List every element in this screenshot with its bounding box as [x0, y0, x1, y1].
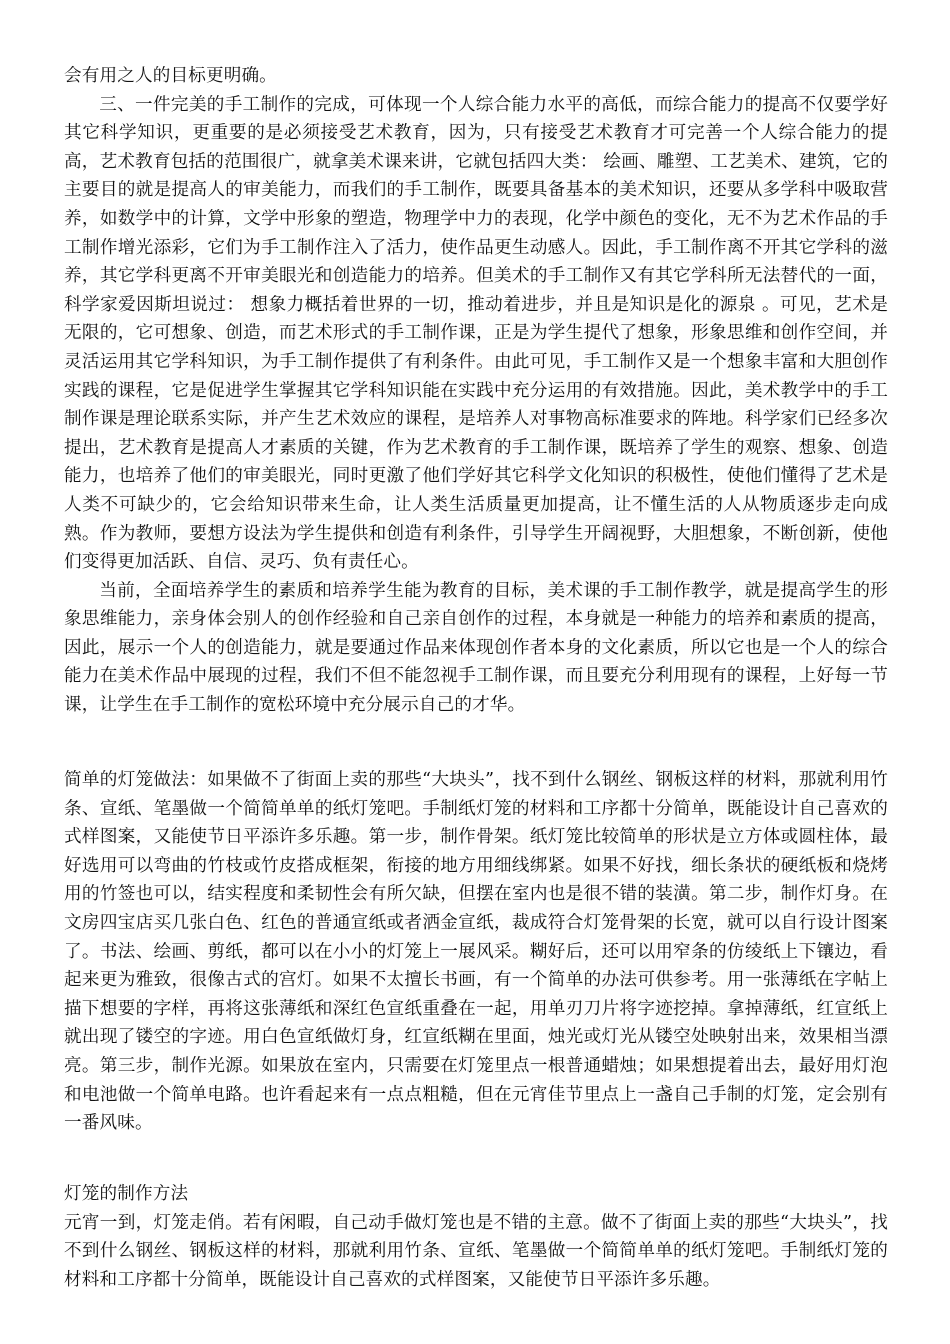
section-lantern-method [64, 1180, 888, 1294]
section-simple-lantern [64, 766, 888, 1138]
lead-line: 会有用之人的目标更明确。 [64, 66, 277, 86]
section-title: 灯笼的制作方法 [64, 1184, 189, 1204]
simple-lantern-paragraph: 简单的灯笼做法：如果做不了街面上卖的那些“大块头”，找不到什么钢丝、钢板这样的材料，那就利用竹条、宣纸、笔墨做一个简简单单的纸灯笼吧。手制纸灯笼的材料和工序都十分简单，既能设计自己喜欢的式样图案，又能使节日平添许多乐趣。第一步，制作骨架。纸灯笼比较简单的形状是立方体或圆柱体，最好选用可以弯曲的竹枝或竹皮搭成框架，衔接的地方用细线绑紧。如果不好找，细长条状的硬纸板和烧烤用的竹签也可以，结实程度和柔韧性会有所欠缺，但摆在室内也是很不错的装潢。第二步，制作灯身。在文房四宝店买几张白色、红色的普通宣纸或者洒金宣纸，裁成符合灯笼骨架的长宽，就可以自行设计图案了。书法、绘画、剪纸，都可以在小小的灯笼上一展风采。糊好后，还可以用窄条的仿绫纸上下镶边，看起来更为雅致，很像古式的宫灯。如果不太擅长书画，有一个简单的办法可供参考。用一张薄纸在字帖上描下想要的字样，再将这张薄纸和深红色宣纸重叠在一起，用单刃刀片将字迹挖掉。拿掉薄纸，红宣纸上就出现了镂空的字迹。用白色宣纸做灯身，红宣纸糊在里面，烛光或灯光从镂空处映射出来，效果相当漂亮。第三步，制作光源。如果放在室内，只需要在灯笼里点一根普通蜡烛；如果想提着出去，最好用灯泡和电池做一个简单电路。也许看起来有一点点粗糙，但在元宵佳节里点上一盏自己手制的灯笼，定会别有一番风味。 [64, 770, 888, 1134]
paragraph-current: 当前，全面培养学生的素质和培养学生能为教育的目标，美术课的手工制作教学，就是提高学生的形象思维能力，亲身体会别人的创作经验和自己亲自创作的过程，本身就是一种能力的培养和素质的提高，因此，展示一个人的创造能力，就是要通过作品来体现创作者本身的文化素质，所以它也是一个人的综合能力在美术作品中展现的过程，我们不但不能忽视手工制作课，而且要充分利用现有的课程，上好每一节课，让学生在手工制作的宽松环境中充分展示自己的才华。 [64, 580, 888, 716]
paragraph-three: 三、一件完美的手工制作的完成，可体现一个人综合能力水平的高低，而综合能力的提高不仅要学好其它科学知识，更重要的是必须接受艺术教育，因为，只有接受艺术教育才可完善一个人综合能力的提高，艺术教育包括的范围很广，就拿美术课来讲，它就包括四大类： 绘画、雕塑、工艺美术、建筑，它的主要目的就是提高人的审美能力，而我们的手工制作，既要具备基本的美术知识，还要从多学科中吸取营养，如数学中的计算，文学中形象的塑造，物理学中力的表现，化学中颜色的变化，无不为艺术作品的手工制作增光添彩，它们为手工制作注入了活力，使作品更生动感人。因此，手工制作离不开其它学科的滋养，其它学科更离不开审美眼光和创造能力的培养。但美术的手工制作又有其它学科所无法替代的一面，科学家爱因斯坦说过： 想象力概括着世界的一切，推动着进步，并且是知识是化的源泉 。可见，艺术是无限的，它可想象、创造，而艺术形式的手工制作课，正是为学生提代了想象，形象思维和创作空间，并灵活运用其它学科知识，为手工制作提供了有利条件。由此可见，手工制作又是一个想象丰富和大胆创作实践的课程，它是促进学生掌握其它学科知识能在实践中充分运用的有效措施。因此，美术教学中的手工制作课是理论联系实际，并产生艺术效应的课程，是培养人对事物高标准要求的阵地。科学家们已经多次提出，艺术教育是提高人才素质的关键，作为艺术教育的手工制作课，既培养了学生的观察、想象、创造能力，也培养了他们的审美眼光，同时更激了他们学好其它科学文化知识的积极性，使他们懂得了艺术是人类不可缺少的，它会给知识带来生命，让人类生活质量更加提高，让不懂生活的人从物质逐步走向成熟。作为教师，要想方设法为学生提供和创造有利条件，引导学生开阔视野，大胆想象，不断创新，使他们变得更加活跃、自信、灵巧、负有责任心。 [64, 94, 888, 573]
lantern-method-paragraph: 元宵一到，灯笼走俏。若有闲暇，自己动手做灯笼也是不错的主意。做不了街面上卖的那些“大块头”，找不到什么钢丝、钢板这样的材料，那就利用竹条、宣纸、笔墨做一个简简单单的纸灯笼吧。手制纸灯笼的材料和工序都十分简单，既能设计自己喜欢的式样图案，又能使节日平添许多乐趣。 [64, 1212, 888, 1290]
section-craft-education [64, 62, 888, 720]
